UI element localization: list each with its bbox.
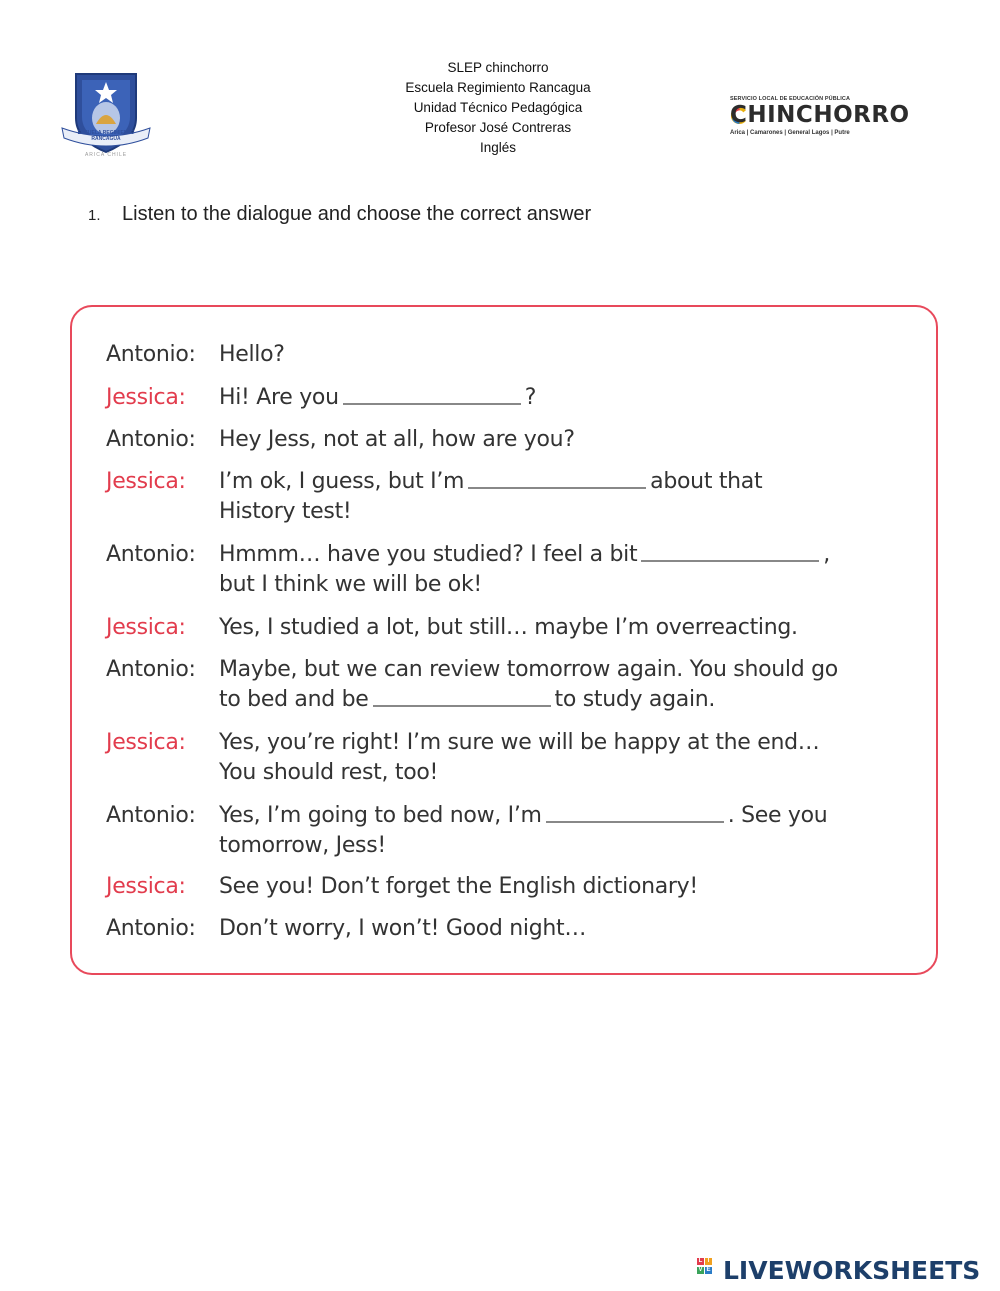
question-text: Listen to the dialogue and choose the correct answer: [122, 203, 592, 225]
lw-letter: E: [706, 1267, 711, 1273]
dialogue-line: [219, 872, 698, 902]
dialogue-line-text: Hey Jess, not at all, how are you?: [219, 427, 575, 452]
dialogue-line: [219, 383, 536, 413]
dialogue-text: [219, 340, 285, 370]
dialogue-text: [219, 655, 838, 715]
dialogue-text: [219, 801, 827, 861]
header-line: SLEP chinchorro: [447, 60, 549, 75]
dialogue-line: [219, 540, 830, 570]
dialogue-line-text: Maybe, but we can review tomorrow again. You should go: [219, 657, 838, 682]
slep-top-text: SERVICIO LOCAL DE EDUCACIÓN PÚBLICA: [730, 96, 851, 102]
lw-letter: I: [705, 1258, 712, 1265]
dialogue-line-text: Yes, you’re right! I’m sure we will be happy at the end…: [219, 730, 820, 755]
dialogue-line: [219, 831, 827, 861]
slep-logo: [730, 96, 930, 140]
speaker-label: Antonio:: [106, 657, 196, 682]
question-number: 1.: [88, 207, 101, 224]
dialogue-line: [219, 914, 586, 944]
school-crest-icon: [56, 70, 156, 165]
header-line: Escuela Regimiento Rancagua: [405, 80, 591, 95]
dialogue-line-text: Hi! Are you: [219, 385, 339, 410]
dialogue-line-text: Don’t worry, I won’t! Good night…: [219, 916, 587, 941]
dialogue-line: [219, 425, 575, 455]
lw-letter: L: [698, 1258, 703, 1264]
lw-letter: V: [698, 1267, 703, 1273]
dialogue-line: [219, 685, 838, 715]
school-place-text: ARICA CHILE: [84, 152, 128, 158]
speaker-label: Antonio:: [106, 342, 196, 367]
liveworksheets-icon: [697, 1258, 721, 1284]
speaker-label: Antonio:: [106, 803, 196, 828]
dialogue-line: [219, 728, 819, 758]
dialogue-line-text: See you! Don’t forget the English dictionary!: [219, 874, 698, 899]
dialogue-line: [219, 801, 827, 831]
dialogue-line-text: ,: [823, 542, 830, 567]
dialogue-line: [219, 497, 762, 527]
answer-blank[interactable]: [343, 391, 521, 405]
dialogue-line-text: ?: [524, 385, 537, 410]
speaker-label: Antonio:: [106, 427, 196, 452]
dialogue-line-text: I’m ok, I guess, but I’m: [219, 469, 465, 494]
dialogue-line-text: about that: [650, 469, 763, 494]
liveworksheets-logo: [697, 1256, 997, 1286]
school-ribbon-text: ESCUELA REGIMIENTO RANCAGUA: [77, 130, 135, 142]
dialogue-text: [219, 872, 698, 902]
speaker-label: Jessica:: [106, 385, 186, 410]
dialogue-line-text: . See you: [727, 803, 828, 828]
dialogue-line: [219, 340, 285, 370]
speaker-label: Jessica:: [106, 874, 186, 899]
answer-blank[interactable]: [641, 548, 819, 562]
dialogue-line: [219, 758, 819, 788]
dialogue-line-text: Yes, I studied a lot, but still… maybe I’m overreacting.: [219, 615, 798, 640]
header-line: Unidad Técnico Pedagógica: [413, 100, 583, 115]
speaker-label: Jessica:: [106, 730, 186, 755]
dialogue-line-text: Hello?: [219, 342, 285, 367]
liveworksheets-brand: LIVEWORKSHEETS: [723, 1256, 981, 1285]
dialogue-line-text: You should rest, too!: [219, 760, 439, 785]
answer-blank[interactable]: [468, 475, 646, 489]
speaker-label: Jessica:: [106, 469, 186, 494]
header-line: Inglés: [479, 140, 517, 155]
dialogue-line: [219, 570, 830, 600]
dialogue-line-text: but I think we will be ok!: [219, 572, 482, 597]
dialogue-text: [219, 613, 798, 643]
slep-sub-text: Arica | Camarones | General Lagos | Putre: [730, 130, 850, 136]
document-header: [348, 58, 648, 158]
dialogue-text: [219, 467, 762, 527]
school-logo: [56, 70, 156, 165]
dialogue-text: [219, 728, 819, 788]
speaker-label: Antonio:: [106, 916, 196, 941]
dialogue-line-text: to bed and be: [219, 687, 369, 712]
dialogue-text: [219, 914, 586, 944]
dialogue-line-text: tomorrow, Jess!: [219, 833, 386, 858]
slep-name: CHINCHORRO: [730, 102, 910, 128]
header-line: Profesor José Contreras: [424, 120, 572, 135]
dialogue-text: [219, 383, 536, 413]
dialogue-text: [219, 540, 830, 600]
dialogue-line: [219, 467, 762, 497]
dialogue-line-text: Yes, I’m going to bed now, I’m: [219, 803, 542, 828]
dialogue-text: [219, 425, 575, 455]
answer-blank[interactable]: [373, 693, 551, 707]
dialogue-line-text: Hmmm… have you studied? I feel a bit: [219, 542, 638, 567]
dialogue-line: [219, 655, 838, 685]
dialogue-line-text: History test!: [219, 499, 352, 524]
question-instruction: [88, 203, 591, 226]
dialogue-line-text: to study again.: [554, 687, 716, 712]
answer-blank[interactable]: [546, 809, 724, 823]
speaker-label: Jessica:: [106, 615, 186, 640]
speaker-label: Antonio:: [106, 542, 196, 567]
dialogue-line: [219, 613, 798, 643]
